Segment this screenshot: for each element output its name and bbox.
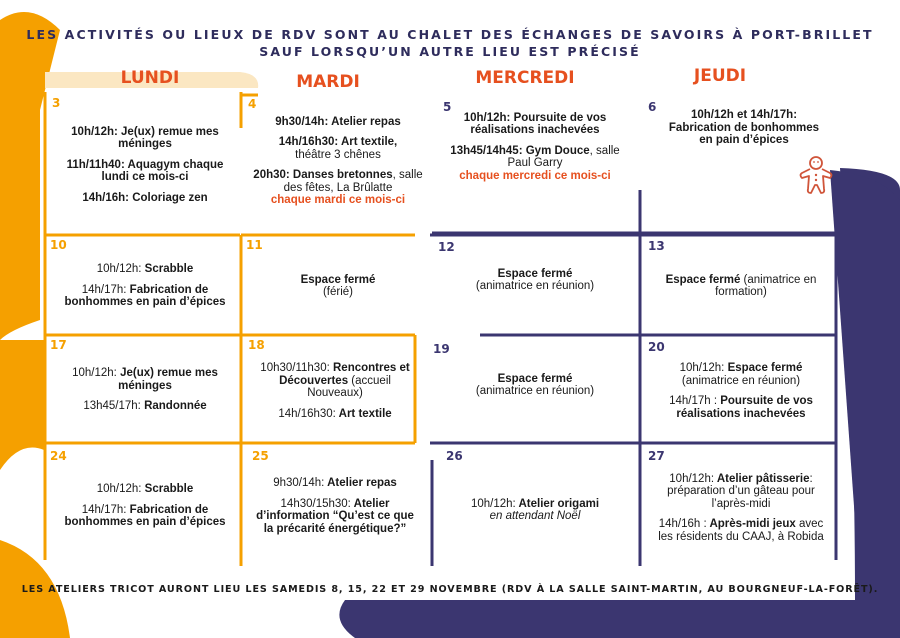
date-11: 11 [246,238,263,252]
date-13: 13 [648,239,665,253]
cell-mon-3: 10h/12h: Je(ux) remue mes méninges 11h/11h40: Aquagym chaque lundi ce mois-ci 14h/16h: Coloriage zen [66,125,224,204]
date-4: 4 [248,97,257,111]
date-25: 25 [252,449,269,463]
header-line-1: LES ACTIVITÉS OU LIEUX DE RDV SONT AU CHALET DES ÉCHANGES DE SAVOIRS À PORT-BRILLET [26,27,874,42]
cell-thu-27: 10h/12h: Atelier pâtisserie: préparation d’un gâteau pour l’après-midi 14h/16h : Après-midi jeux avec les résidents du CAAJ, à Robida [658,472,824,543]
date-24: 24 [50,449,67,463]
footer-note: LES ATELIERS TRICOT AURONT LIEU LES SAMEDIS 8, 15, 22 ET 29 NOVEMBRE (RDV À LA SALLE SAINT-MARTIN, AU BOURGNEUF-LA-FORÊT). [21,584,879,595]
date-12: 12 [438,240,455,254]
cell-wed-12: Espace fermé (animatrice en réunion) [475,267,595,292]
cell-tue-4: 9h30/14h: Atelier repas 14h/16h30: Art textile, théâtre 3 chênes 20h30: Danses bretonnes, salle des fêtes, La Brûlatte chaque mardi ce mois-ci [253,115,423,206]
cell-mon-10: 10h/12h: Scrabble 14h/17h: Fabrication de bonhommes en pain d’épices [64,263,226,309]
cell-wed-19: Espace fermé (animatrice en réunion) [475,372,595,397]
cell-tue-25: 9h30/14h: Atelier repas 14h30/15h30: Atelier d’information “Qu’est ce que la précarité énergétique?” [256,477,414,535]
cell-thu-20: 10h/12h: Espace fermé (animatrice en réunion) 14h/17h : Poursuite de vos réalisations inachevées [669,362,813,420]
cell-thu-13: Espace fermé (animatrice en formation) [665,273,817,298]
header-line-2: SAUF LORSQU’UN AUTRE LIEU EST PRÉCISÉ [259,44,641,59]
cell-tue-18: 10h30/11h30: Rencontres et Découvertes (accueil Nouveaux) 14h/16h30: Art textile [260,362,410,420]
cell-wed-26: 10h/12h: Atelier origami en attendant Noël [470,497,600,522]
day-monday: LUNDI [120,68,180,88]
cell-thu-6: 10h/12h et 14h/17h: Fabrication de bonhommes en pain d’épices [668,109,820,147]
day-tuesday: MARDI [296,72,360,92]
cell-wed-5: 10h/12h: Poursuite de vos réalisations inachevées 13h45/14h45: Gym Douce, salle Paul Garry chaque mercredi ce mois-ci [450,111,620,182]
gingerbread-icon [796,155,836,197]
cell-tue-11: Espace fermé (férié) [300,273,376,298]
cell-mon-24: 10h/12h: Scrabble 14h/17h: Fabrication de bonhommes en pain d’épices [64,483,226,529]
cell-mon-17: 10h/12h: Je(ux) remue mes méninges 13h45/17h: Randonnée [72,367,218,413]
date-20: 20 [648,340,665,354]
day-wednesday: MERCREDI [475,68,575,88]
date-26: 26 [446,449,463,463]
date-18: 18 [248,338,265,352]
date-19: 19 [433,342,450,356]
date-27: 27 [648,449,665,463]
day-thursday: JEUDI [693,66,747,86]
date-5: 5 [443,100,452,114]
date-3: 3 [52,96,61,110]
date-10: 10 [50,238,67,252]
date-6: 6 [648,100,657,114]
date-17: 17 [50,338,67,352]
